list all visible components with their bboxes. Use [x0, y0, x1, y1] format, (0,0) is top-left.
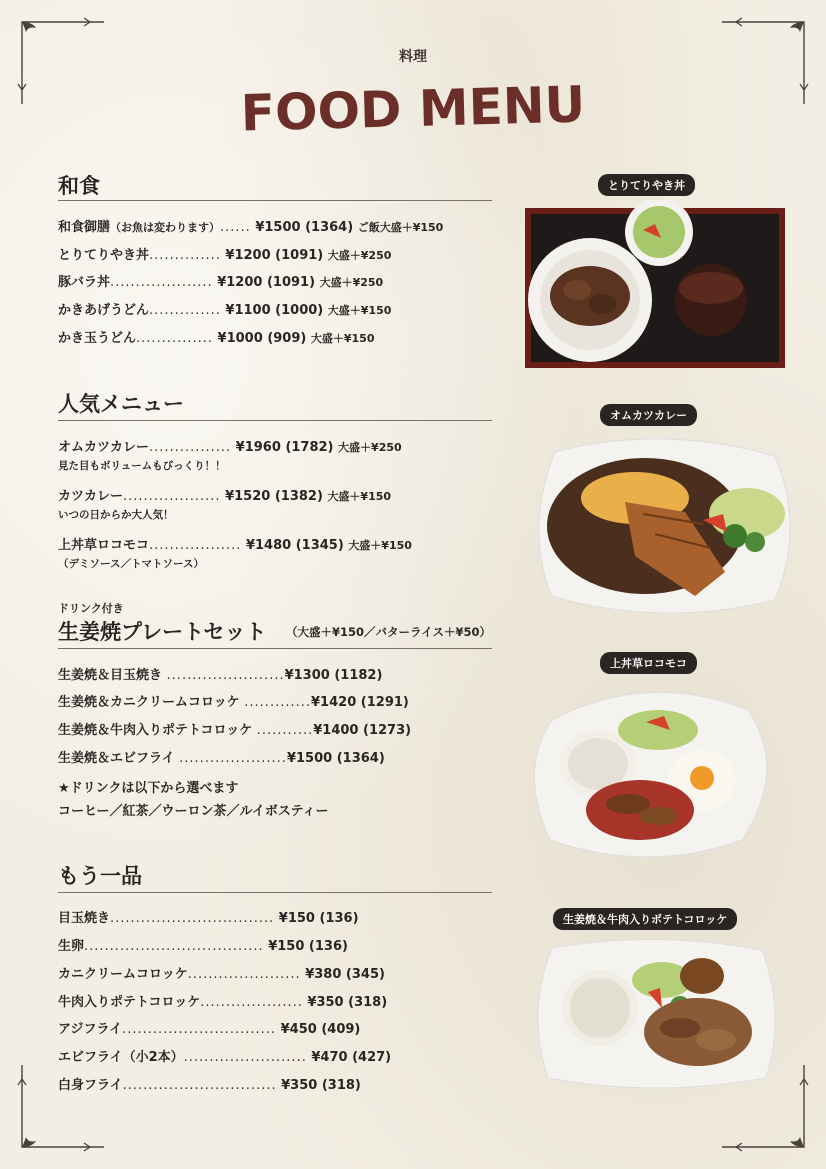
section-divider: [58, 892, 492, 893]
menu-item-ginger-potato-croquette: 生姜焼＆牛肉入りポテトコロッケ ...........¥1400 (1273): [58, 723, 412, 738]
section-heading-washoku: 和食: [58, 174, 100, 198]
photo-label-ginger-potato-croquette: 生姜焼＆牛肉入りポテトコロッケ: [553, 908, 737, 930]
menu-item-side: 目玉焼き................................ ¥150 (136): [58, 911, 359, 926]
photo-label-omukatsu-curry: オムカツカレー: [600, 404, 697, 426]
menu-item-description: 見た目もボリュームもびっくり！！: [58, 460, 226, 472]
menu-item-washoku-gozen: 和食御膳（お魚は変わります）...... ¥1500 (1364) ご飯大盛＋¥150: [58, 220, 444, 235]
drink-choice-list: コーヒー／紅茶／ウーロン茶／ルイボスティー: [58, 804, 329, 819]
menu-item-side: アジフライ.............................. ¥450 (409): [58, 1022, 361, 1037]
section-divider: [58, 200, 492, 201]
menu-item-description: いつの日からか大人気！: [58, 509, 174, 521]
section-heading-side: もう一品: [58, 864, 142, 888]
menu-item-katsu-curry: カツカレー................... ¥1520 (1382) 大盛＋¥150: [58, 489, 392, 504]
menu-item-kakiage-udon: かきあげうどん.............. ¥1100 (1000) 大盛＋¥150: [58, 303, 392, 318]
menu-item-side: 白身フライ.............................. ¥350 (318): [58, 1078, 361, 1093]
menu-item-kakitama-udon: かき玉うどん............... ¥1000 (909) 大盛＋¥150: [58, 331, 375, 346]
photo-label-teriyaki-don: とりてりやき丼: [598, 174, 695, 196]
section-divider: [58, 648, 492, 649]
section-heading-popular: 人気メニュー: [58, 392, 184, 416]
photo-label-loco-moco: 上丼草ロコモコ: [600, 652, 697, 674]
drink-included-label: ドリンク付き: [58, 602, 124, 615]
section-divider: [58, 420, 492, 421]
menu-item-side: カニクリームコロッケ...................... ¥380 (345): [58, 967, 385, 982]
photo-teriyaki-don: [525, 200, 785, 368]
page-subtitle: 料理: [399, 49, 427, 65]
photo-omukatsu-curry: [525, 432, 797, 620]
menu-item-side: 生卵................................... ¥150 (136): [58, 939, 348, 954]
menu-item-description: （デミソース／トマトソース）: [58, 558, 204, 570]
plate-set-options: （大盛＋¥150／バターライス＋¥50）: [286, 625, 492, 639]
page-title-text: FOOD MENU: [240, 78, 586, 138]
menu-item-loco-moco: 上丼草ロコモコ.................. ¥1480 (1345) 大盛＋¥150: [58, 538, 412, 553]
menu-item-ginger-fried-egg: 生姜焼＆目玉焼き .......................¥1300 (1182): [58, 668, 383, 683]
menu-item-teriyaki-don: とりてりやき丼.............. ¥1200 (1091) 大盛＋¥250: [58, 248, 392, 263]
menu-item-omukatsu-curry: オムカツカレー................ ¥1960 (1782) 大盛＋¥250: [58, 440, 402, 455]
menu-item-side: エビフライ（小2本）........................ ¥470 (427): [58, 1050, 392, 1065]
section-heading-plate-set: 生姜焼プレートセット: [58, 620, 267, 644]
menu-item-ginger-crab-croquette: 生姜焼＆カニクリームコロッケ .............¥1420 (1291): [58, 695, 409, 710]
page-title: [0, 78, 826, 142]
menu-item-side: 牛肉入りポテトコロッケ.................... ¥350 (318): [58, 995, 388, 1010]
menu-item-butabara-don: 豚バラ丼.................... ¥1200 (1091) 大盛＋¥250: [58, 275, 384, 290]
photo-loco-moco: [528, 680, 772, 862]
drink-choice-note: ★ドリンクは以下から選べます: [58, 781, 239, 796]
photo-ginger-potato-croquette: [530, 936, 782, 1092]
menu-item-ginger-fried-shrimp: 生姜焼＆エビフライ .....................¥1500 (1364): [58, 751, 385, 766]
